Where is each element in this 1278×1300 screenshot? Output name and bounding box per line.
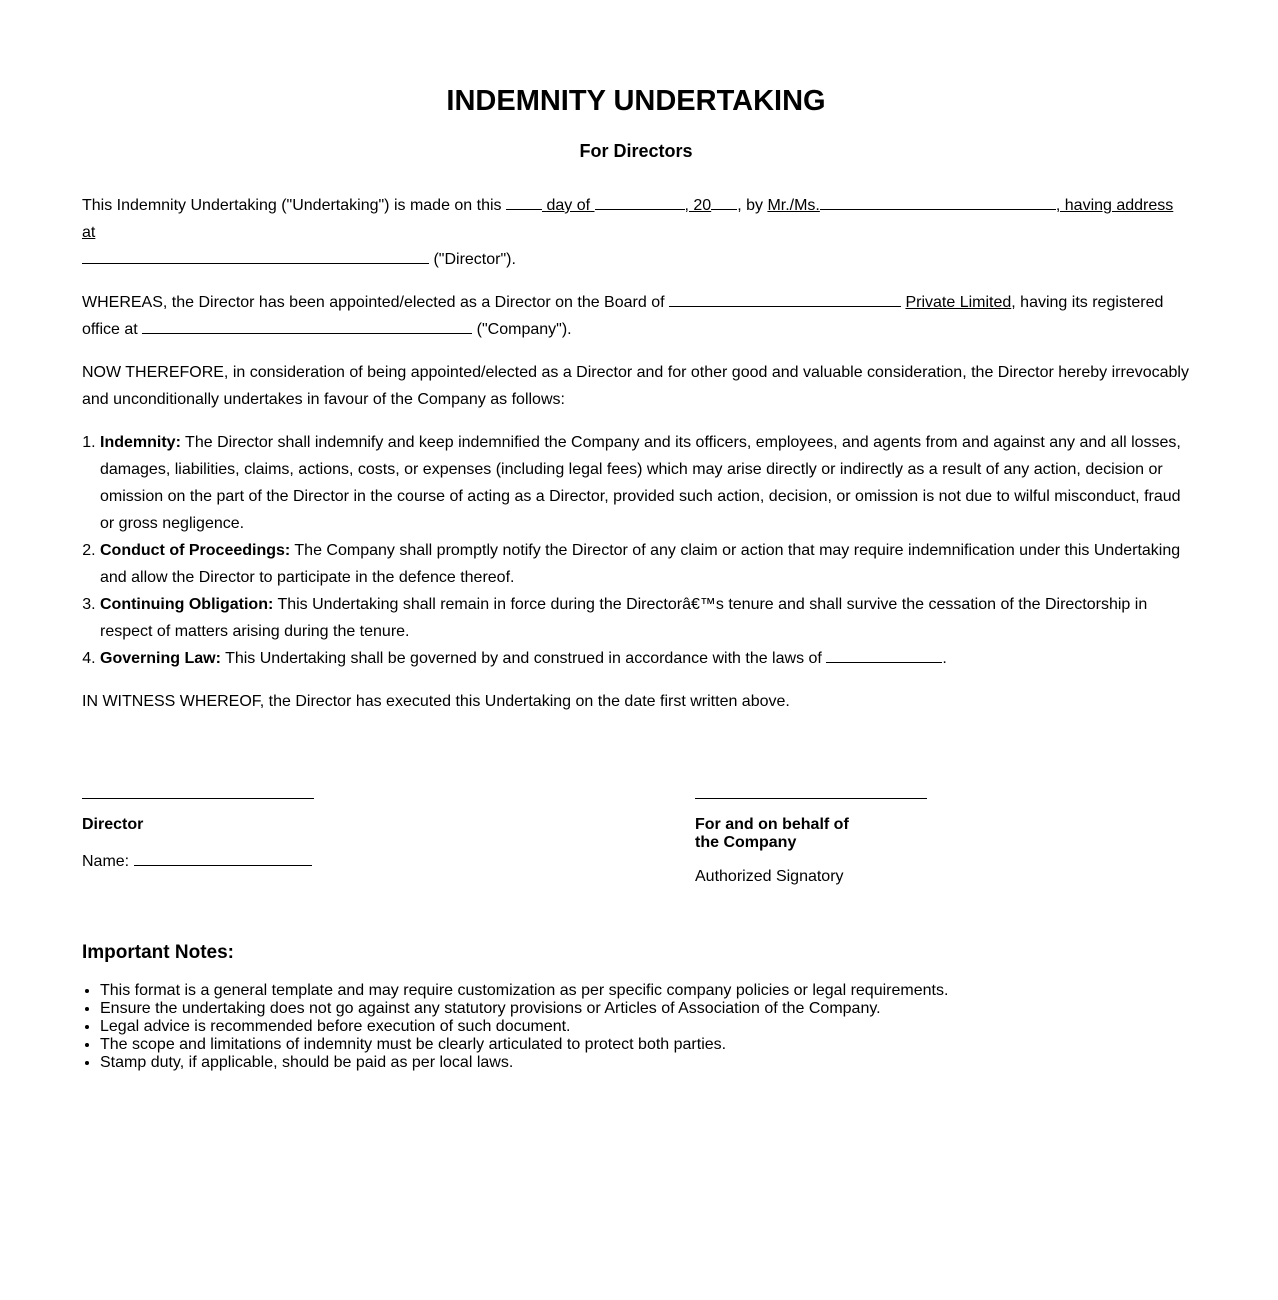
company-role-label: For and on behalf of the Company — [695, 816, 849, 851]
clause-end: . — [942, 650, 947, 667]
clause-text: This Undertaking shall be governed by and construed in accordance with the laws of — [225, 650, 822, 667]
clause-heading: Continuing Obligation: — [100, 596, 274, 613]
intro-text-4: , by — [737, 197, 763, 214]
document-subtitle: For Directors — [579, 141, 693, 161]
month-blank — [595, 194, 685, 210]
clause-governing-law — [100, 645, 1190, 672]
company-address-blank — [142, 318, 472, 334]
director-name-row — [82, 850, 314, 871]
clause-heading: Governing Law: — [100, 650, 221, 667]
director-signature-block — [82, 715, 314, 871]
note-item: • Ensure the undertaking does not go against any statutory provisions or Articles of Association of the Company. — [100, 1000, 1190, 1018]
document-title: INDEMNITY UNDERTAKING — [446, 85, 826, 117]
clause-conduct-of-proceedings — [100, 537, 1190, 591]
director-address-blank — [82, 248, 429, 264]
whereas-text-3: , having its registered office at — [82, 294, 1164, 338]
year-blank — [711, 194, 737, 210]
notes-list — [82, 982, 1190, 1072]
day-blank — [506, 194, 542, 210]
intro-text-3: , 20 — [684, 197, 712, 214]
whereas-text-1: WHEREAS, the Director has been appointed/elected as a Director on the Board of — [82, 294, 665, 311]
notes-heading: Important Notes: — [82, 942, 234, 963]
note-item: • This format is a general template and may require customization as per specific company policies or legal requirements. — [100, 982, 1190, 1000]
clause-heading: Indemnity: — [100, 434, 181, 451]
witness-paragraph: IN WITNESS WHEREOF, the Director has executed this Undertaking on the date first written above. — [82, 693, 790, 710]
clause-heading: Conduct of Proceedings: — [100, 542, 291, 559]
intro-paragraph — [82, 192, 1190, 273]
intro-text-1: This Indemnity Undertaking ("Undertaking") is made on this — [82, 197, 502, 214]
intro-text-5: Mr./Ms. — [767, 197, 820, 214]
signature-section — [82, 715, 1190, 895]
intro-text-7: ("Director"). — [433, 251, 516, 268]
clause-text: This Undertaking shall remain in force during the Directorâ€™s tenure and shall survive the cessation of the Directorship in respect of matters arising during the tenure. — [100, 596, 1148, 640]
company-signature-line — [695, 798, 927, 799]
company-name-blank — [669, 291, 901, 307]
whereas-text-2: Private Limited — [905, 294, 1012, 311]
note-item: • The scope and limitations of indemnity must be clearly articulated to protect both parties. — [100, 1036, 1190, 1054]
whereas-text-4: ("Company"). — [476, 321, 572, 338]
note-item: • Legal advice is recommended before execution of such document. — [100, 1018, 1190, 1036]
authorized-signatory-label: Authorized Signatory — [695, 868, 844, 885]
now-therefore-paragraph: NOW THEREFORE, in consideration of being appointed/elected as a Director and for other good and valuable consideration, the Director hereby irrevocably and unconditionally undertakes in favour of the Company as follows: — [82, 364, 1189, 408]
name-label: Name: — [82, 853, 130, 870]
whereas-paragraph — [82, 289, 1190, 343]
clause-text: The Company shall promptly notify the Director of any claim or action that may require indemnification under this Undertaking and allow the Director to participate in the defence thereof. — [100, 542, 1181, 586]
clause-list — [82, 429, 1190, 672]
clause-indemnity — [100, 429, 1190, 537]
director-signature-line — [82, 798, 314, 799]
director-name-blank — [820, 194, 1056, 210]
intro-text-6: , having address at — [82, 197, 1174, 241]
company-signature-block — [695, 715, 927, 886]
name-blank — [134, 850, 312, 866]
director-role-label: Director — [82, 816, 144, 833]
intro-text-2: day of — [546, 197, 591, 214]
note-item: • Stamp duty, if applicable, should be paid as per local laws. — [100, 1054, 1190, 1072]
clause-text: The Director shall indemnify and keep indemnified the Company and its officers, employees, and agents from and against any and all losses, damages, liabilities, claims, actions, costs, or expenses (including legal fees) which may arise directly or indirectly as a result of any action, decision or omission on the part of the Director in the course of acting as a Director, provided such action, decision, or omission is not due to wilful misconduct, fraud or gross negligence. — [100, 434, 1181, 532]
jurisdiction-blank — [826, 647, 942, 663]
clause-continuing-obligation — [100, 591, 1190, 645]
